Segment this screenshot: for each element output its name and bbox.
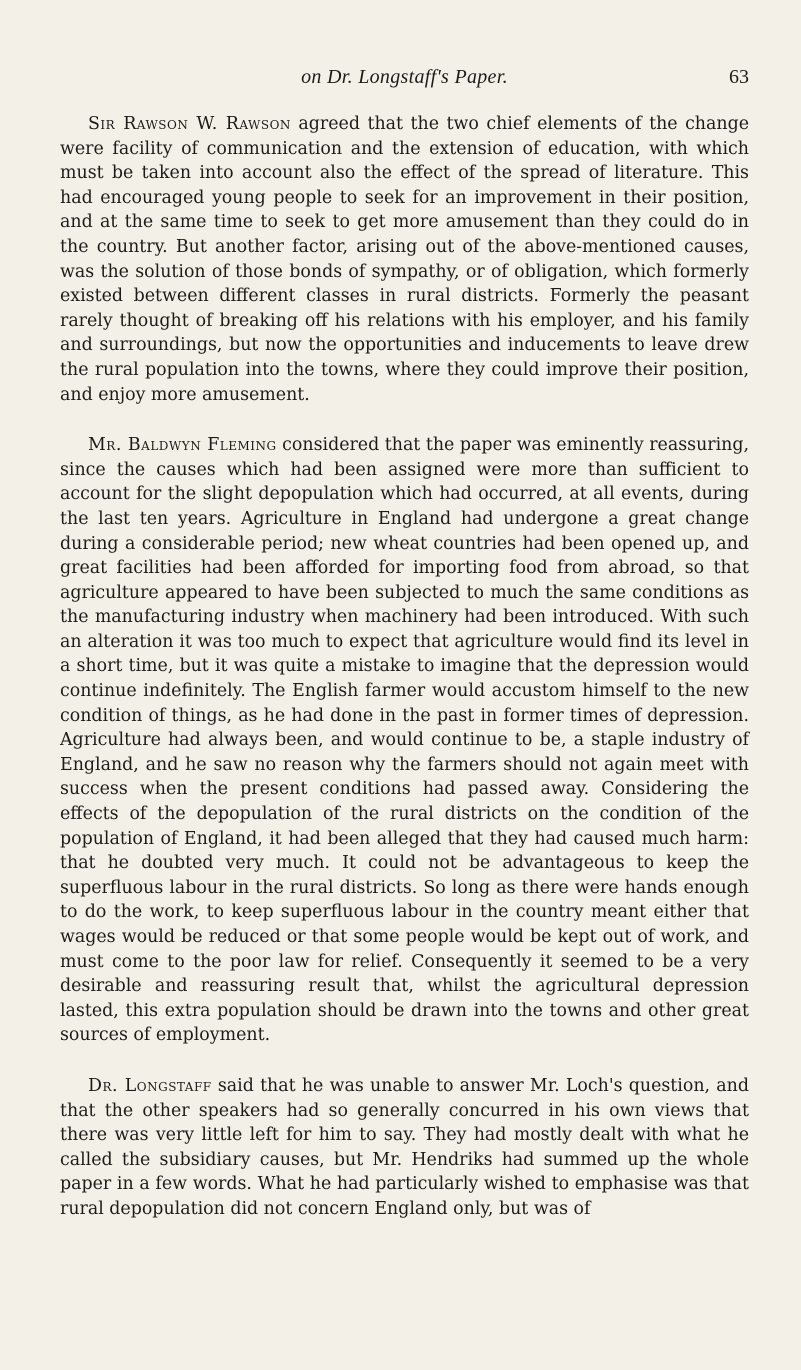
- paragraph-text: said that he was unable to answer Mr. Loch's question, and that the other speakers had so generally concurred in his own views that there was very little left for him to say. They had mostly dealt with what he called the subsidiary causes, but Mr. Hendriks had summed up the whole paper in a few words. What he had particularly wished to emphasise was that rural depopulation did not concern England only, but was of: [60, 1075, 749, 1219]
- paragraph-text: agreed that the two chief elements of the change were facility of communication and the extension of education, with which must be taken into account also the effect of the spread of literature. This had encouraged young people to seek for an improvement in their position, and at the same time to seek to get more amusement than they could do in the country. But another factor, arising out of the above-mentioned causes, was the solution of those bonds of sympathy, or of obligation, which formerly existed between different classes in rural districts. Formerly the peasant rarely thought of breaking off his relations with his employer, and his family and surroundings, but now the opportunities and inducements to leave drew the rural population into the towns, where they could improve their position, and enjoy more amusement.: [60, 114, 750, 405]
- page-number: 63: [729, 66, 749, 88]
- speaker-name: Dr. Longstaff: [88, 1075, 212, 1096]
- paragraph-rawson: [60, 112, 749, 407]
- paragraph-longstaff: [60, 1074, 749, 1222]
- paragraph-text: considered that the paper was eminently reassuring, since the causes which had been assigned were more than sufficient to account for the slight depopulation which had occurred, at all events, during the last ten years. Agriculture in England had undergone a great change during a considerable period; new wheat countries had been opened up, and great facilities had been afforded for importing food from abroad, so that agriculture appeared to have been subjected to much the same conditions as the manufacturing industry when machinery had been introduced. With such an alteration it was too much to expect that agriculture would find its level in a short time, but it was quite a mistake to imagine that the depression would continue indefinitely. The English farmer would accustom himself to the new condition of things, as he had done in the past in former times of depression. Agriculture had always been, and would continue to be, a staple industry of England, and he saw no reason why the farmers should not again meet with success when the present conditions had passed away. Considering the effects of the depopulation of the rural districts on the condition of the population of England, it had been alleged that they had caused much harm: that he doubted very much. It could not be advantageous to keep the superfluous labour in the rural districts. So long as there were hands enough to do the work, to keep superfluous labour in the country meant either that wages would be reduced or that some people would be kept out of work, and must come to the poor law for relief. Consequently it seemed to be a very desirable and reassuring result that, whilst the agricultural depression lasted, this extra population should be drawn into the towns and other great sources of employment.: [60, 435, 750, 1046]
- speaker-name: Sir Rawson W. Rawson: [88, 114, 291, 134]
- paragraph-fleming: [60, 433, 749, 1048]
- page-header: [60, 64, 749, 98]
- running-title: on Dr. Longstaff's Paper.: [301, 66, 508, 88]
- speaker-name: Mr. Baldwyn Fleming: [88, 435, 277, 456]
